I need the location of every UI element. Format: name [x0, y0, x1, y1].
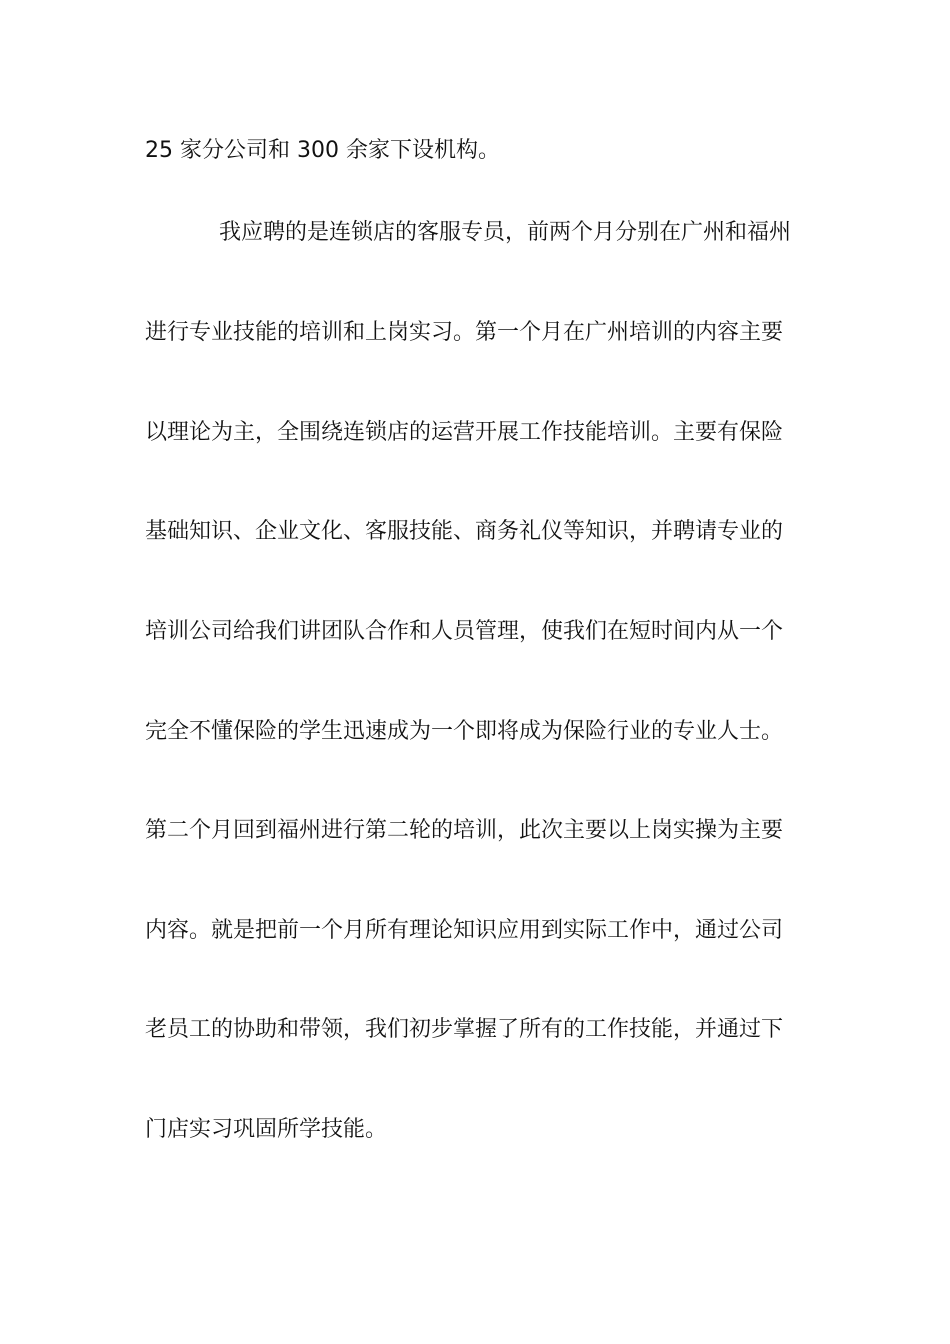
- text-line-1: 25 家分公司和 300 余家下设机构。: [145, 138, 500, 163]
- text-line-6: 培训公司给我们讲团队合作和人员管理，使我们在短时间内从一个: [145, 619, 784, 644]
- text-line-4: 以理论为主，全围绕连锁店的运营开展工作技能培训。主要有保险: [145, 420, 784, 445]
- text-line-3: 进行专业技能的培训和上岗实习。第一个月在广州培训的内容主要: [145, 320, 784, 345]
- text-line-10: 老员工的协助和带领，我们初步掌握了所有的工作技能，并通过下: [145, 1017, 784, 1042]
- text-line-11: 门店实习巩固所学技能。: [145, 1117, 388, 1142]
- text-line-5: 基础知识、企业文化、客服技能、商务礼仪等知识，并聘请专业的: [145, 519, 784, 544]
- text-line-9: 内容。就是把前一个月所有理论知识应用到实际工作中，通过公司: [145, 918, 784, 943]
- text-line-7: 完全不懂保险的学生迅速成为一个即将成为保险行业的专业人士。: [145, 719, 784, 744]
- text-line-2-indented: 我应聘的是连锁店的客服专员，前两个月分别在广州和福州: [219, 220, 792, 245]
- text-line-8: 第二个月回到福州进行第二轮的培训，此次主要以上岗实操为主要: [145, 818, 784, 843]
